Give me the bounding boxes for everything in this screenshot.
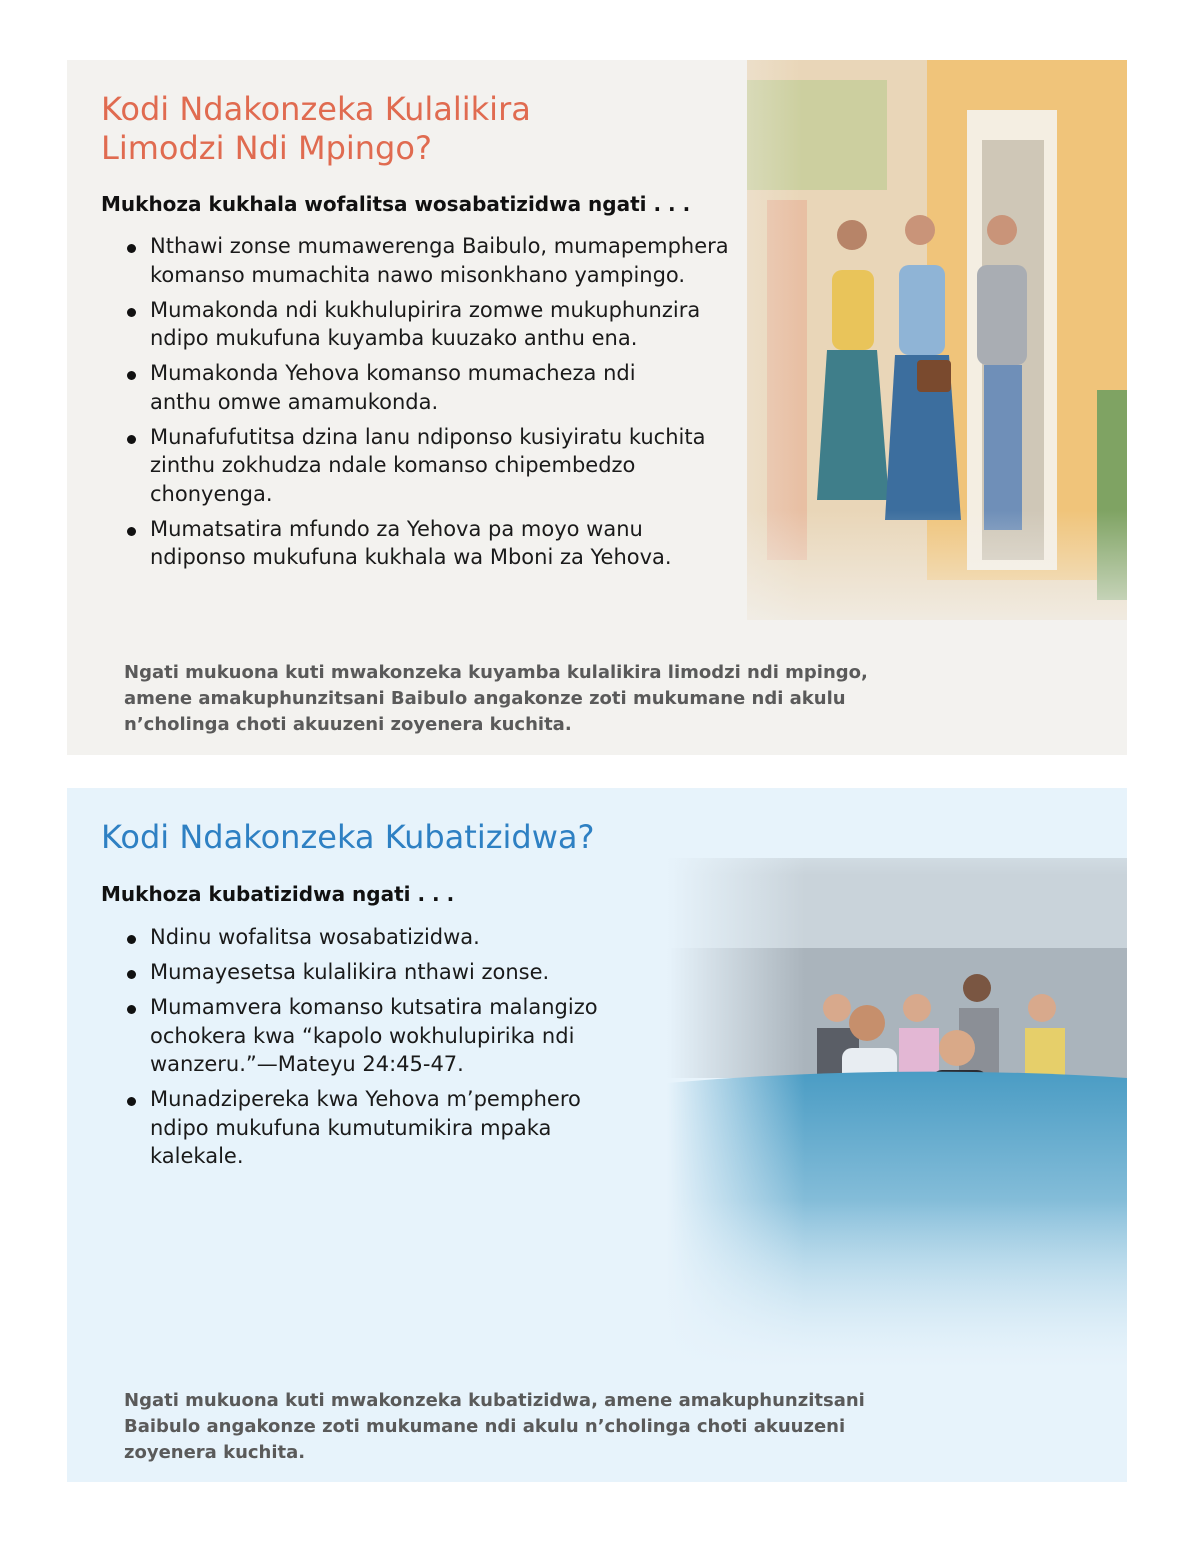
list-item: [125, 958, 598, 987]
list-item: [125, 515, 729, 572]
line: zinthu zokhudza ndale komanso chipembedzo: [150, 453, 636, 477]
line: amene amakuphunzitsani Baibulo angakonze zoti mukumane ndi akulu: [124, 688, 846, 709]
requirements-list: [125, 923, 598, 1177]
subheading: Mukhoza kubatizidwa ngati . . .: [101, 882, 455, 906]
section-title: [101, 818, 594, 857]
line: Ngati mukuona kuti mwakonzeka kubatizidwa, amene amakuphunzitsani: [124, 1390, 865, 1411]
line: n’cholinga choti akuuzeni zoyenera kuchita.: [124, 714, 572, 735]
list-item: [125, 296, 729, 353]
section-baptism: [67, 788, 1127, 1482]
list-item: [125, 923, 598, 952]
list-item: [125, 359, 729, 416]
line: Mumakonda ndi kukhulupirira zomwe mukuphunzira: [150, 297, 701, 322]
line: Ngati mukuona kuti mwakonzeka kuyamba kulalikira limodzi ndi mpingo,: [124, 662, 868, 683]
title-line: Kodi Ndakonzeka Kulalikira: [101, 90, 531, 128]
line: Mumayesetsa kulalikira nthawi zonse.: [150, 960, 550, 984]
line: Mumamvera komanso kutsatira malangizo: [150, 995, 598, 1019]
line: chonyenga.: [150, 481, 273, 506]
line: ndipo mukufuna kuyamba kuuzako anthu ena.: [150, 326, 638, 350]
title-line: Limodzi Ndi Mpingo?: [101, 129, 432, 167]
line: ochokera kwa “kapolo wokhulupirika ndi: [150, 1023, 575, 1048]
list-item: [125, 423, 729, 509]
list-item: [125, 1085, 598, 1171]
list-item: [125, 993, 598, 1079]
line: Munafufutitsa dzina lanu ndiponso kusiyiratu kuchita: [150, 424, 706, 449]
line: komanso mumachita nawo misonkhano yampingo.: [150, 262, 686, 287]
footer-note: [124, 660, 868, 738]
section-preaching: [67, 60, 1127, 755]
title-line: Kodi Ndakonzeka Kubatizidwa?: [101, 818, 595, 856]
line: Mumatsatira mfundo za Yehova pa moyo wanu: [150, 516, 643, 541]
line: wanzeru.”—Mateyu 24:45-47.: [150, 1052, 464, 1076]
subheading: Mukhoza kukhala wofalitsa wosabatizidwa ngati . . .: [101, 192, 691, 216]
footer-note: [124, 1388, 865, 1466]
illustration-baptism: [667, 808, 1127, 1368]
line: Munadzipereka kwa Yehova m’pemphero: [150, 1087, 581, 1111]
line: Ndinu wofalitsa wosabatizidwa.: [150, 925, 480, 949]
line: ndiponso mukufuna kukhala wa Mboni za Yehova.: [150, 545, 672, 569]
list-item: [125, 232, 729, 289]
line: anthu omwe amamukonda.: [150, 389, 439, 414]
line: kalekale.: [150, 1144, 244, 1168]
line: Baibulo angakonze zoti mukumane ndi akulu n’cholinga choti akuuzeni: [124, 1416, 846, 1437]
requirements-list: [125, 232, 729, 578]
section-title: [101, 90, 531, 168]
line: ndipo mukufuna kumutumikira mpaka: [150, 1115, 552, 1140]
line: Nthawi zonse mumawerenga Baibulo, mumapemphera: [150, 234, 729, 258]
line: zoyenera kuchita.: [124, 1442, 306, 1463]
line: Mumakonda Yehova komanso mumacheza ndi: [150, 361, 636, 385]
